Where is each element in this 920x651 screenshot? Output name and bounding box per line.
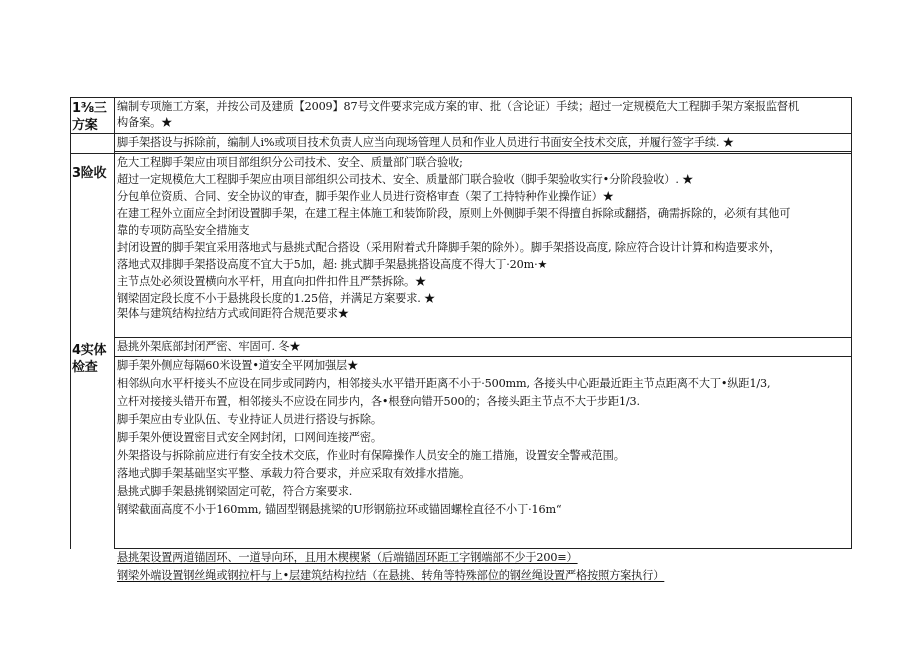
content-line: 立杆对接接头错开布置，相邻接头不应设在同步内，各•根登向错开500的；各接头距主节点不大于步距1/3. — [117, 395, 640, 408]
section-label-inspection-line2: 检查 — [72, 360, 98, 375]
content-line: 封闭设置的脚手架宜采用落地式与悬挑式配合搭设（采用附着式升降脚手架的除外）。脚手架搭设高度, 除应符合设计计算和构造要求外， — [117, 241, 781, 254]
content-line: 靠的专项防高坠安全措施支 — [117, 224, 250, 237]
section-label-plan-line2: 方案 — [72, 118, 98, 133]
row-divider-5 — [114, 356, 852, 357]
table-top-border — [70, 97, 852, 98]
content-line: 悬挑外架底部封闭严密、牢固可. 冬★ — [117, 340, 301, 353]
section-label-inspection-line1: 4实体 — [72, 343, 107, 358]
content-line: 落地式双排脚手架搭设高度不宜大于5加，超: 挑式脚手架悬挑搭设高度不得大丁·20m·★ — [117, 258, 548, 271]
row-divider-4 — [114, 337, 852, 338]
section-label-acceptance — [72, 165, 106, 182]
row-divider-1 — [70, 133, 852, 134]
section-label-acceptance-line1: 3险收 — [72, 166, 107, 181]
content-line: 落地式脚手架基础坚实平整、承载力符合要求，并应采取有效排水措施。 — [117, 467, 471, 480]
content-line: 钢梁截面高度不小于160mm, 锚固型钢悬挑梁的U形钢筋拉环或锚固螺栓直径不小丁·16m“ — [117, 503, 562, 516]
content-line: 在建工程外立面应全封闭设置脚手架，在建工程主体施工和装饰阶段，原则上外侧脚手架不得擅自拆除或翻搭，确需拆除的，必须有其他可 — [117, 207, 791, 220]
content-line: 超过一定规模危大工程脚手架应由项目部组织公司技术、安全、质量部门联合验收（脚手架验收实行•分阶段验收）. ★ — [117, 173, 694, 186]
content-line: 脚手架搭设与拆除前，编制人i%或项目技术负责人应当向现场管理人员和作业人员进行书面安全技术交底，并履行签字手续. ★ — [117, 136, 734, 149]
column-divider — [114, 97, 115, 549]
table-bottom-border — [114, 548, 852, 549]
section-label-plan — [72, 100, 107, 134]
content-line: 钢梁固定段长度不小于悬挑段长度的1.25倍，并满足方案要求. ★ — [117, 292, 436, 305]
content-line: 脚手架应由专业队伍、专业持证人员进行搭设与拆除。 — [117, 413, 382, 426]
footer-line: 钢梁外端设置钢丝绳或钢拉杆与上•层建筑结构拉结（在悬挑、转角等特殊部位的钢丝绳设置严格按照方案执行） — [117, 569, 665, 582]
content-line: 相邻纵向水平杆接头不应设在同步或同跨内，相邻接头水平错开距离不小于·500mm, 各接头中心距最近距主节点距离不大丁•纵距1/3, — [117, 377, 771, 390]
content-line: 危大工程脚手架应由项目部组织分公司技术、安全、质量部门联合验收; — [117, 156, 463, 169]
row-divider-3 — [70, 153, 852, 154]
row-divider-2 — [114, 151, 852, 152]
content-line: 主节点处必须设置横向水平杆，用直向扣件扣件且严禁拆除。★ — [117, 275, 427, 288]
content-line: 分包单位资质、合同、安全协议的审查，脚手架作业人员进行资格审查（架了工持特种作业操作证）★ — [117, 190, 614, 203]
content-line: 构备案。★ — [117, 116, 173, 129]
content-line: 悬挑式脚手架悬挑钢梁固定可乾，符合方案要求. — [117, 485, 353, 498]
content-line: 架体与建筑结构拉结方式或间距符合规范要求★ — [117, 307, 349, 320]
section-label-inspection — [72, 342, 106, 376]
content-line: 脚手架外侧应每隔60米设置•道安全平网加强层★ — [117, 359, 359, 372]
content-line: 外架搭设与拆除前应进行有安全技术交底，作业时有保障操作人员安全的施工措施，设置安全警戒范围。 — [117, 449, 625, 462]
table-right-border — [851, 97, 852, 549]
section-label-plan-line1: 1⅜三 — [72, 101, 107, 116]
content-line: 编制专项施工方案，并按公司及建质【2009】87号文件要求完成方案的审、批（含论证）手续；超过一定规模危大工程脚手架方案报监督机 — [117, 100, 799, 113]
content-line: 脚手架外便设置密目式安全网封闭，口网间连接严密。 — [117, 431, 382, 444]
table-left-border — [70, 97, 71, 549]
footer-line: 悬挑架设置两道锚固环、一道导向环，且用木楔楔紧（后端锚固环距工字钢端部不少于200≡） — [117, 551, 578, 564]
